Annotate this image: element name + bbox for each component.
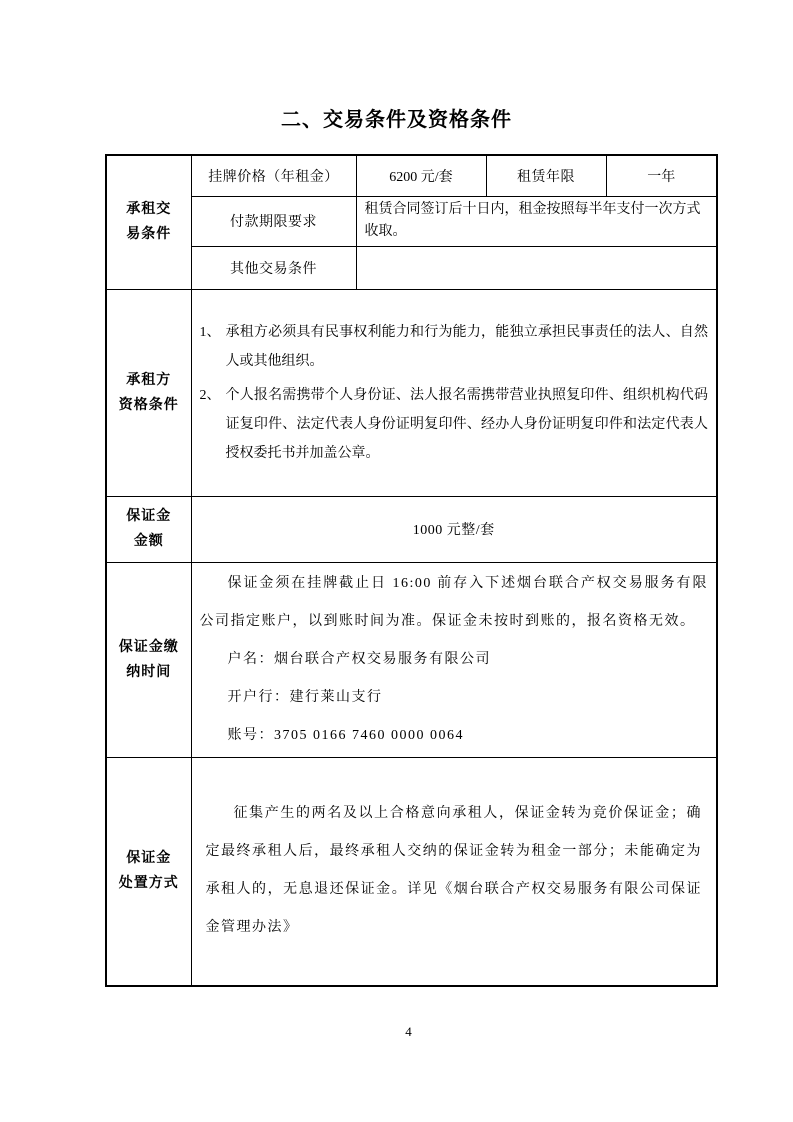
table-row-deposit-amount — [106, 496, 717, 562]
table-row-qualification — [106, 289, 717, 496]
table-row-payment-terms — [106, 196, 717, 246]
row-header-qualification — [106, 289, 191, 496]
page-title: 二、交易条件及资格条件 — [281, 109, 512, 131]
deposit-payment-time-content — [191, 562, 717, 757]
qualification-content — [191, 289, 717, 496]
listing-price-label: 挂牌价格（年租金） — [191, 155, 356, 196]
list-text: 承租方必须具有民事权利能力和行为能力，能独立承担民事责任的法人、自然人或其他组织。 — [225, 324, 708, 369]
other-conditions-label: 其他交易条件 — [191, 246, 356, 289]
row-header-line: 承租交 — [126, 202, 172, 218]
row-header-line: 金额 — [133, 534, 164, 549]
row-header-line: 易条件 — [126, 227, 172, 243]
other-conditions-value — [356, 246, 717, 289]
row-header-line: 保证金 — [126, 851, 172, 867]
account-number: 账号：3705 0166 7460 0000 0064 — [227, 727, 464, 743]
page-number: 4 — [405, 1024, 412, 1039]
row-header-line: 处置方式 — [118, 876, 179, 892]
row-header-line: 资格条件 — [118, 397, 179, 413]
listing-price-value: 6200 元/套 — [356, 155, 486, 196]
payment-terms-value: 租赁合同签订后十日内，租金按照每半年支付一次方式收取。 — [356, 196, 717, 246]
deposit-payment-paragraph: 保证金须在挂牌截止日 16:00 前存入下述烟台联合产权交易服务有限公司指定账户，以到账时间为准。保证金未按时到账的，报名资格无效。 — [199, 575, 708, 629]
list-text: 个人报名需携带个人身份证、法人报名需携带营业执照复印件、组织机构代码证复印件、法定代表人身份证明复印件、经办人身份证明复印件和法定代表人授权委托书并加盖公章。 — [225, 387, 708, 461]
lease-term-value: 一年 — [606, 155, 717, 196]
conditions-table — [105, 154, 718, 987]
table-row-deposit-disposal — [106, 757, 717, 986]
list-number: 1、 — [199, 324, 221, 340]
deposit-disposal-paragraph: 征集产生的两名及以上合格意向承租人，保证金转为竞价保证金；确定最终承租人后，最终承租人交纳的保证金转为租金一部分；未能确定为承租人的，无息退还保证金。详见《烟台联合产权交易服务有限公司保证金管理办法》 — [205, 806, 702, 936]
payment-terms-label: 付款期限要求 — [191, 196, 356, 246]
table-row-deposit-payment-time — [106, 562, 717, 757]
deposit-disposal-content — [191, 757, 717, 986]
account-name: 户名：烟台联合产权交易服务有限公司 — [227, 651, 491, 667]
row-header-line: 承租方 — [126, 372, 172, 388]
table-row-other-conditions — [106, 246, 717, 289]
deposit-amount-value: 1000 元整/套 — [191, 496, 717, 562]
row-header-line: 保证金 — [126, 509, 172, 524]
table-row-listing-price — [106, 155, 717, 196]
bank-branch: 开户行：建行莱山支行 — [227, 689, 383, 705]
row-header-deposit-payment-time — [106, 562, 191, 757]
row-header-deposit-disposal — [106, 757, 191, 986]
row-header-deposit-amount — [106, 496, 191, 562]
row-header-line: 保证金缴 — [118, 639, 179, 655]
list-number: 2、 — [199, 387, 221, 403]
row-header-rental-transaction — [106, 155, 191, 289]
lease-term-label: 租赁年限 — [486, 155, 606, 196]
qualification-item-1 — [200, 318, 709, 376]
qualification-item-2 — [200, 381, 709, 468]
row-header-line: 纳时间 — [126, 664, 172, 680]
